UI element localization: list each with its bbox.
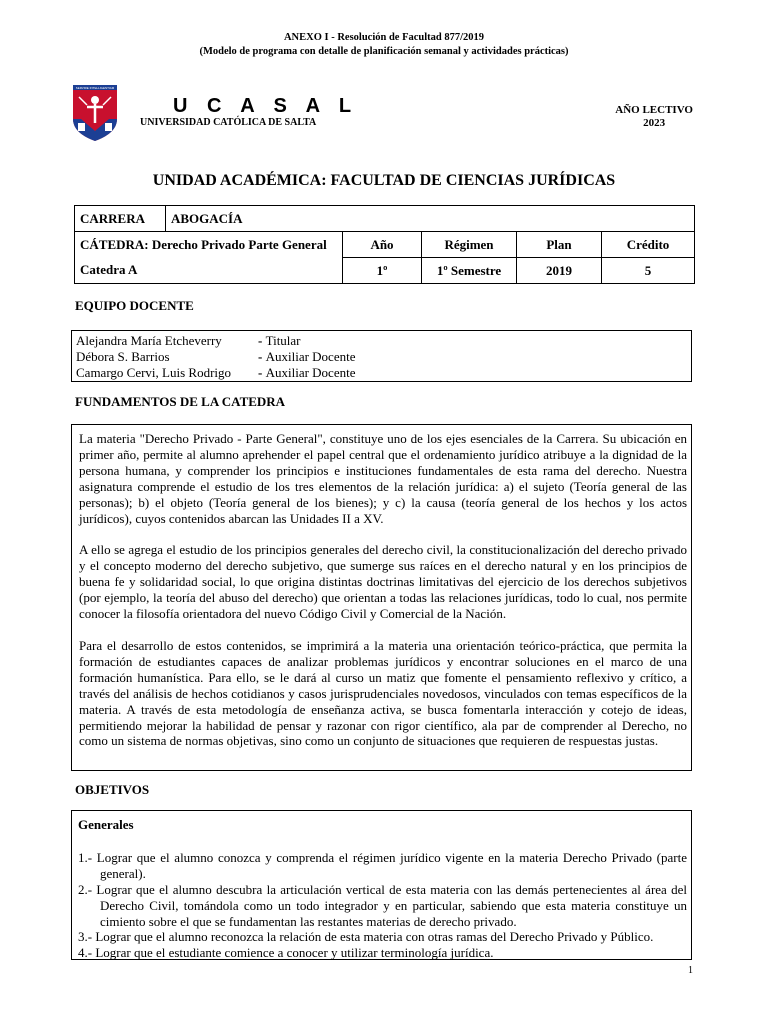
list-item: 4.- Lograr que el estudiante comience a conocer y utilizar terminología jurídica. bbox=[78, 945, 494, 961]
member-role: Titular bbox=[265, 333, 301, 348]
list-item: Alejandra María Etcheverry - Titular bbox=[76, 333, 301, 348]
academic-unit-title: UNIDAD ACADÉMICA: FACULTAD DE CIENCIAS JURÍDICAS bbox=[152, 172, 616, 189]
header-model-line: (Modelo de programa con detalle de planificación semanal y actividades prácticas) bbox=[199, 46, 569, 57]
equipo-docente-box bbox=[71, 330, 692, 382]
catedra-subtitle: Catedra A bbox=[75, 258, 343, 284]
member-role: Auxiliar Docente bbox=[265, 364, 356, 380]
academic-year-label: AÑO LECTIVO bbox=[615, 104, 693, 116]
objetivos-title: OBJETIVOS bbox=[75, 782, 150, 797]
table-row bbox=[75, 206, 695, 232]
university-subtitle: UNIVERSIDAD CATÓLICA DE SALTA bbox=[140, 117, 317, 128]
member-name: Camargo Cervi, Luis Rodrigo bbox=[76, 364, 232, 380]
table-row bbox=[75, 232, 695, 258]
anio-value: 1º bbox=[343, 258, 422, 284]
objetivos-box bbox=[71, 810, 692, 960]
objetivos-generales-title: Generales bbox=[78, 817, 134, 832]
logo-motto: SERVIRE INTELLIGENTIAM bbox=[75, 86, 115, 90]
member-name: Débora S. Barrios bbox=[76, 348, 170, 364]
course-info-table bbox=[74, 205, 695, 284]
list-item: 2.- Lograr que el alumno descubra la articulación vertical de esta materia con las demás pertenecientes al área del Derecho Civil, tomándola como un todo integrador y en particular, sabiendo que esta materia constituye un cimiento sobre el que se fundamentan las restantes materias de derecho privado. bbox=[78, 881, 687, 929]
anio-header: Año bbox=[343, 232, 422, 258]
list-item: 3.- Lograr que el alumno reconozca la relación de esta materia con otras ramas del Derecho Privado y Público. bbox=[78, 929, 654, 945]
fundamentos-box bbox=[71, 424, 692, 771]
credito-value: 5 bbox=[602, 258, 695, 284]
fundamentos-paragraph: La materia "Derecho Privado - Parte General", constituye uno de los ejes esenciales de la Carrera. Su ubicación en primer año, permite al alumno aprehender el papel central que el ordenamiento jurídico atribuye a la dignidad de la persona humana, y comprender los principios e instituciones fundamentales de esta rama del derecho. Nuestra asignatura comprende el estudio de los tres elementos de la relación jurídica: a) el sujeto (Teoría general de las personas); b) el objeto (Teoría general de los bienes); y c) la causa (teoría general de los hechos y los actos jurídicos), cuyos contenidos abarcan las Unidades II a XV. bbox=[79, 431, 687, 526]
fundamentos-paragraph: A ello se agrega el estudio de los principios generales del derecho civil, la constitucionalización del derecho privado y el concepto moderno del derecho subjetivo, que sumerge sus raíces en el derecho natural y en los principios de buena fe y solidaridad social, lo que origina distintas doctrinas limitativas del ejercicio de los derechos subjetivos (por ejemplo, la teoría del abuso del derecho) que orientan a todas las relaciones jurídicas, todo lo cual, nos permite conocer la filosofía orientadora del nuevo Código Civil y Comercial de la Nación. bbox=[79, 542, 687, 622]
academic-year bbox=[615, 104, 693, 130]
member-role: Auxiliar Docente bbox=[265, 348, 356, 364]
plan-value: 2019 bbox=[517, 258, 602, 284]
ucasal-logo bbox=[73, 85, 117, 141]
fundamentos-paragraph: Para el desarrollo de estos contenidos, se imprimirá a la materia una orientación teórico-práctica, que permita la formación de estudiantes capaces de analizar problemas jurídicos y encontrar soluciones en el marco de una formación humanística. Para ello, se le dará al curso un matiz que fomente el pensamiento reflexivo y crítico, a través del análisis de hechos cotidianos y casos jurisprudenciales novedosos, vinculados con temas específicos de la materia. A través de esta metodología de enseñanza activa, se busca fomentarla interacción y cotejo de ideas, permitiendo mejorar la habilidad de pensar y razonar con rigor científico, ala par de comprender al Derecho, no como un sistema de normas objetivas, sino como un conjunto de situaciones que requieren de respuestas justas. bbox=[79, 637, 687, 749]
carrera-value: ABOGACÍA bbox=[166, 206, 695, 232]
table-row bbox=[75, 258, 695, 284]
regimen-header: Régimen bbox=[422, 232, 517, 258]
page-number: 1 bbox=[688, 965, 693, 976]
list-item: 1.- Lograr que el alumno conozca y comprenda el régimen jurídico vigente en la materia Derecho Privado (parte general). bbox=[78, 849, 687, 881]
equipo-docente-title: EQUIPO DOCENTE bbox=[75, 298, 194, 313]
document-header bbox=[0, 31, 768, 59]
list-item: Camargo Cervi, Luis Rodrigo - Auxiliar Docente bbox=[76, 364, 356, 380]
member-name: Alejandra María Etcheverry bbox=[76, 333, 222, 348]
credito-header: Crédito bbox=[602, 232, 695, 258]
list-item: Débora S. Barrios - Auxiliar Docente bbox=[76, 348, 356, 364]
carrera-label: CARRERA bbox=[75, 206, 166, 232]
academic-year-value: 2023 bbox=[643, 117, 666, 129]
catedra-name: CÁTEDRA: Derecho Privado Parte General bbox=[75, 232, 343, 258]
regimen-value: 1º Semestre bbox=[422, 258, 517, 284]
fundamentos-title: FUNDAMENTOS DE LA CATEDRA bbox=[75, 394, 286, 409]
header-annex-line: ANEXO I - Resolución de Facultad 877/2019 bbox=[283, 32, 485, 43]
plan-header: Plan bbox=[517, 232, 602, 258]
university-name: U C A S A L bbox=[173, 95, 359, 117]
